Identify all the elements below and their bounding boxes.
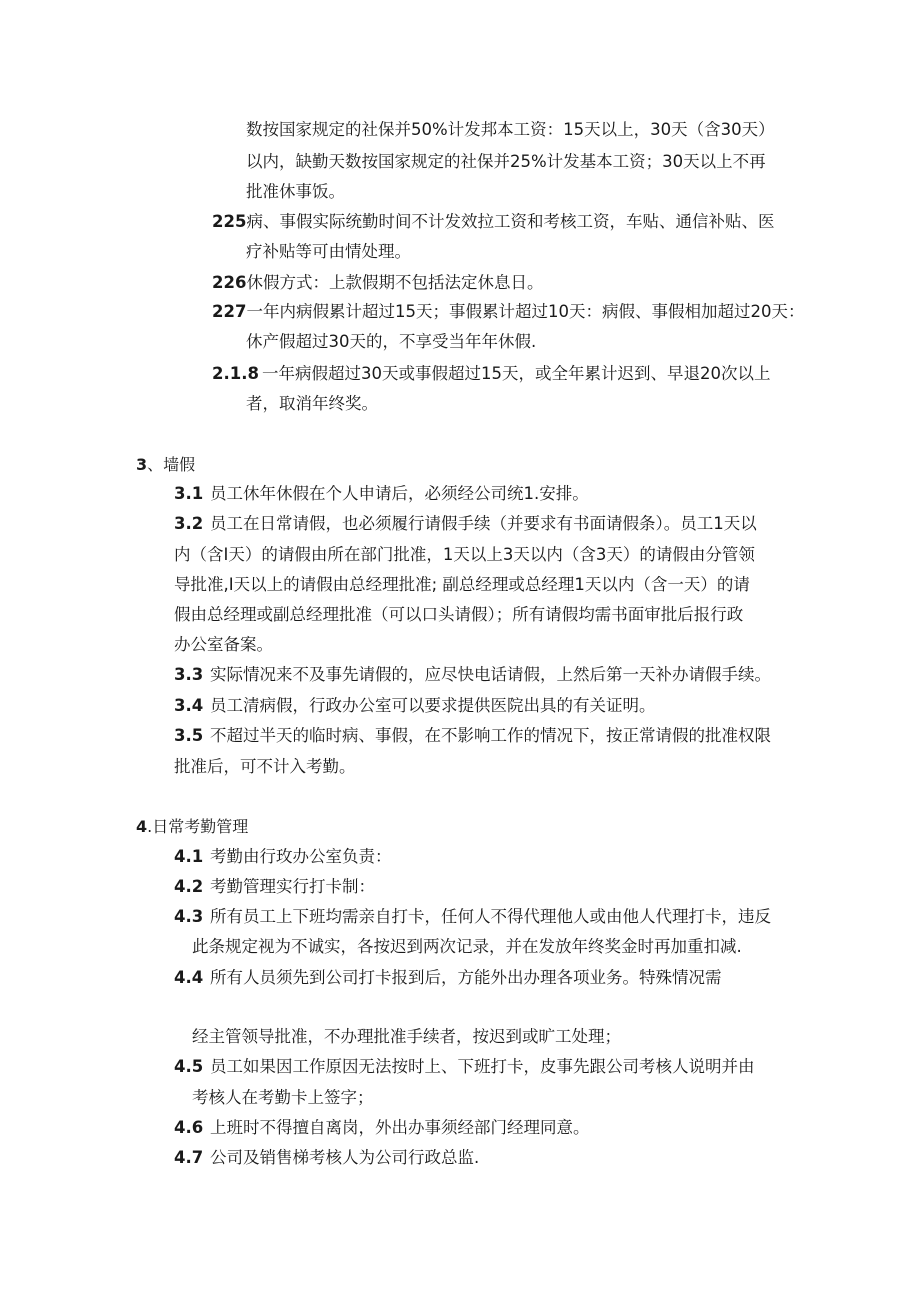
clause-text: 所有员工上下班均需亲自打卡，任何人不得代理他人或由他人代理打卡，违反 <box>210 907 771 926</box>
clause-number: 225 <box>212 212 247 231</box>
paragraph-line: 经主管领导批准，不办理批准手续者，按迟到或旷工处理； <box>192 1027 621 1046</box>
paragraph-line: 休产假超过30天的，不享受当年年休假. <box>246 332 537 351</box>
clause-number: 227 <box>212 302 247 321</box>
clause-2-1-8 <box>212 362 771 386</box>
section-title: .日常考勤管理 <box>147 817 249 836</box>
clause-text: 不超过半天的临时病、事假，在不影响工作的情况下，按正常请假的批准权限 <box>210 726 771 745</box>
section-heading-4 <box>136 815 248 839</box>
clause-number: 226 <box>212 273 247 292</box>
clause-number: 3.3 <box>174 665 204 684</box>
paragraph-line: 以内，缺勤天数按国家规定的社保并25%计发基本工资；30天以上不再 <box>246 152 766 171</box>
clause-text: 上班时不得擅自离岗，外出办事须经部门经理同意。 <box>210 1118 590 1137</box>
paragraph-line: 疗补贴等可由情处理。 <box>246 242 411 261</box>
clause-4-6 <box>174 1116 590 1140</box>
clause-text: 员工清病假，行政办公室可以要求提供医院出具的有关证明。 <box>210 696 656 715</box>
clause-number: 3.5 <box>174 726 204 745</box>
clause-3-5 <box>174 724 771 748</box>
clause-4-1 <box>174 845 392 869</box>
clause-text: 一年病假超过30天或事假超过15天，或全年累计迟到、早退20次以上 <box>262 364 771 383</box>
clause-number: 4.4 <box>174 968 204 987</box>
paragraph-line: 数按国家规定的社保并50%计发邦本工资：15天以上，30天（含30天） <box>246 120 775 139</box>
clause-number: 4.7 <box>174 1148 204 1167</box>
paragraph-line: 批准休事饭。 <box>246 182 345 201</box>
clause-4-3 <box>174 905 771 929</box>
paragraph-line: 办公室备案。 <box>174 635 273 654</box>
clause-text: 考勤由行玫办公室负责： <box>210 847 392 866</box>
paragraph-line: 者，取消年终奖。 <box>246 394 378 413</box>
clause-text: 所有人员须先到公司打卡报到后，方能外出办理各项业务。特殊情况需 <box>210 968 722 987</box>
clause-number: 4.3 <box>174 907 204 926</box>
clause-number: 4.2 <box>174 877 204 896</box>
clause-text: 一年内病假累计超过15天；事假累计超过10天：病假、事假相加超过20天： <box>246 302 805 321</box>
clause-number: 3.1 <box>174 484 204 503</box>
section-heading-3 <box>136 453 195 477</box>
clause-text: 员工如果因工作原因无法按时上、下班打卡，皮事先跟公司考核人说明并由 <box>210 1057 755 1076</box>
clause-number: 4.1 <box>174 847 204 866</box>
paragraph-line: 考核人在考勤卡上签字； <box>192 1088 374 1107</box>
clause-number: 3.2 <box>174 514 204 533</box>
clause-number: 2.1.8 <box>212 364 259 383</box>
clause-4-2 <box>174 875 375 899</box>
clause-number: 3.4 <box>174 696 204 715</box>
clause-3-2 <box>174 512 757 536</box>
clause-text: 病、事假实际统勤时间不计发效拉工资和考核工资，车贴、通信补贴、医 <box>246 212 775 231</box>
paragraph-line: 批准后，可不计入考勤。 <box>174 757 356 776</box>
clause-number: 4.6 <box>174 1118 204 1137</box>
clause-3-3 <box>174 663 771 687</box>
clause-text: 员工休年休假在个人申请后，必须经公司统1.安排。 <box>210 484 589 503</box>
clause-number: 4.5 <box>174 1057 204 1076</box>
clause-3-1 <box>174 482 589 506</box>
section-number: 4 <box>136 817 148 836</box>
clause-225 <box>212 210 774 234</box>
clause-226 <box>212 271 543 295</box>
clause-text: 公司及销售梯考核人为公司行政总监. <box>210 1148 480 1167</box>
clause-4-7 <box>174 1146 479 1170</box>
paragraph-line: 内（含I天）的请假由所在部门批准，1天以上3天以内（含3天）的请假由分管领 <box>174 545 755 564</box>
clause-text: 休假方式：上款假期不包括法定休息日。 <box>246 273 544 292</box>
section-number: 3 <box>136 455 148 474</box>
clause-text: 员工在日常请假，也必须履行请假手续（并要求有书面请假条）。员工1天以 <box>210 514 757 533</box>
clause-text: 考勤管理实行打卡制： <box>210 877 375 896</box>
clause-4-5 <box>174 1055 755 1079</box>
paragraph-line: 假由总经理或副总经理批准（可以口头请假）；所有请假均需书面审批后报行政 <box>174 605 744 624</box>
section-title: 、墙假 <box>147 455 196 474</box>
clause-227 <box>212 300 804 324</box>
clause-text: 实际情况来不及事先请假的，应尽快电话请假，上然后第一天补办请假手续。 <box>210 665 771 684</box>
clause-3-4 <box>174 694 656 718</box>
paragraph-line: 导批准,I天以上的请假由总经理批准; 副总经理或总经理1天以内（含一天）的请 <box>174 575 750 594</box>
paragraph-line: 此条规定视为不诚实，各按迟到两次记录，并在发放年终奖金时再加重扣减. <box>192 937 742 956</box>
clause-4-4 <box>174 966 722 990</box>
